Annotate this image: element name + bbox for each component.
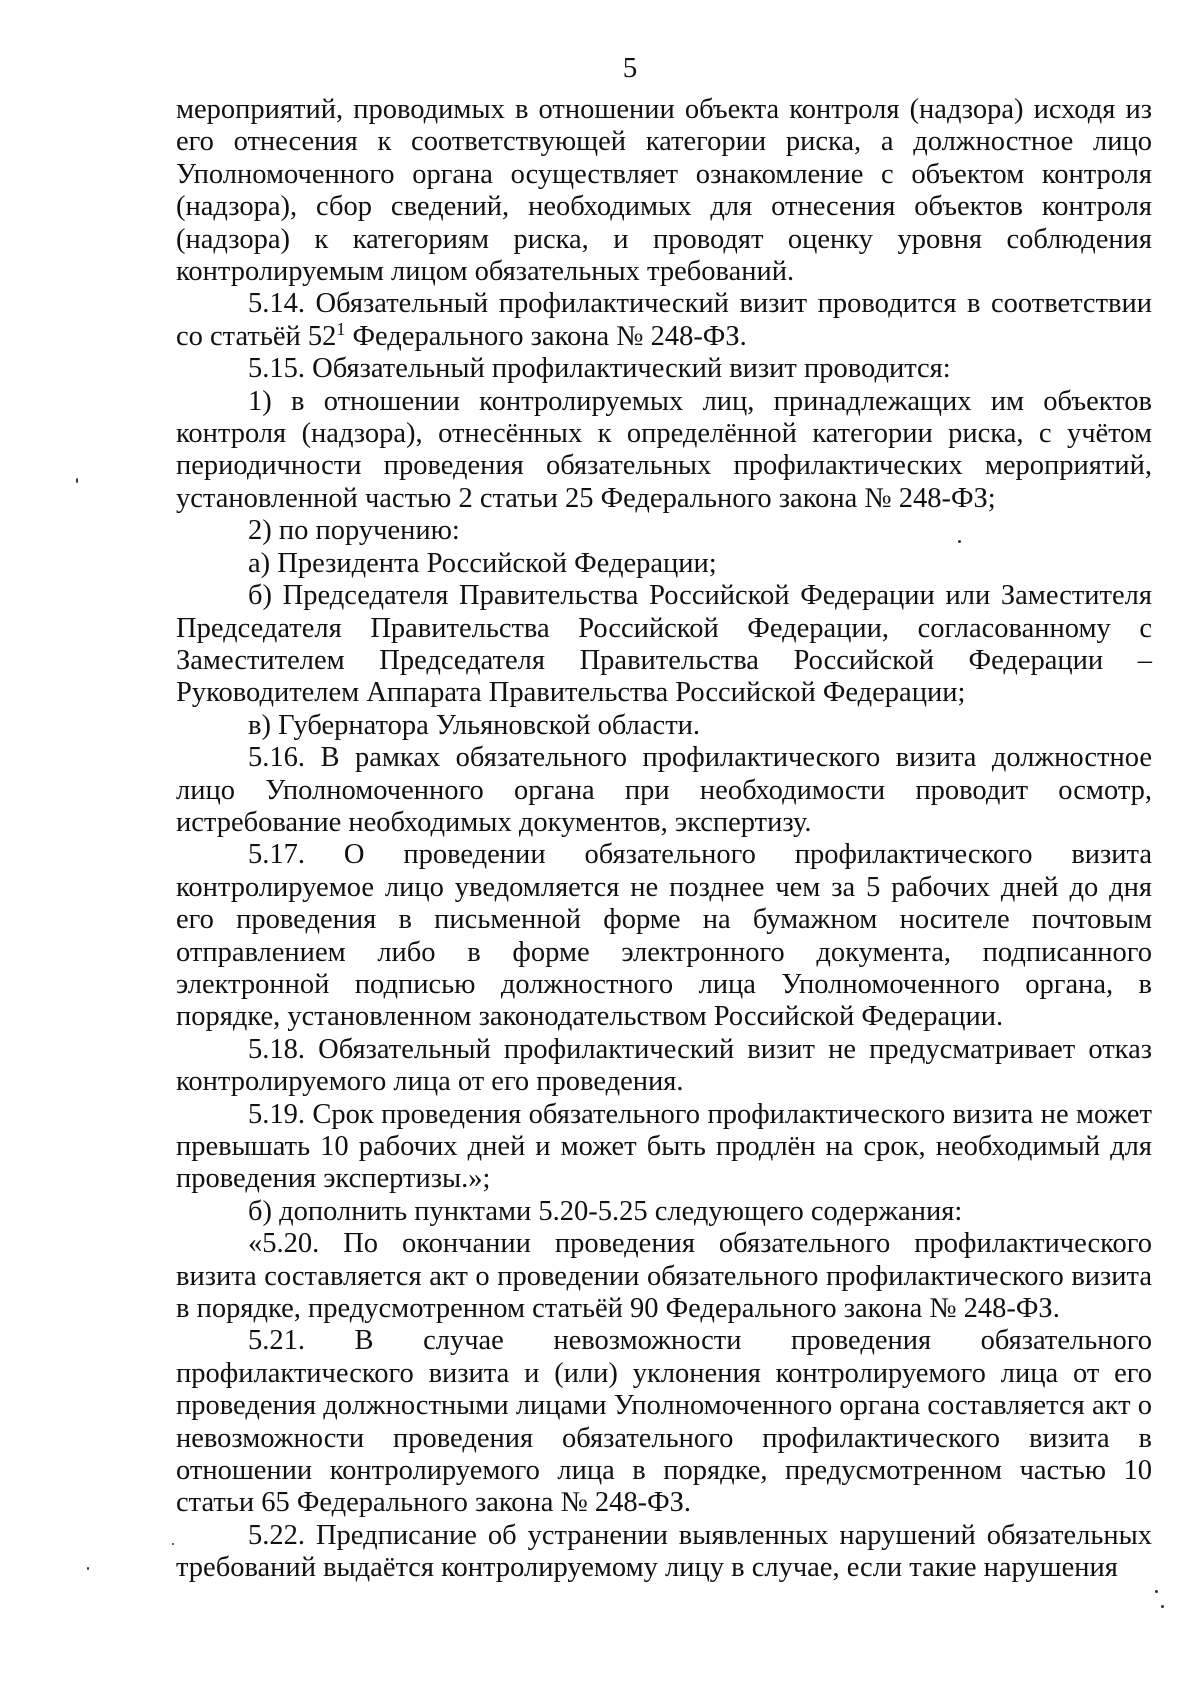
paragraph-5-17: 5.17. О проведении обязательного профилактического визита контролируемое лицо уведомляется не позднее чем за 5 рабочих дней до дня его проведения в письменной форме на бумажном носителе почтовым отправлением либо в форме электронного документа, подписанного электронной подписью должностного лица Уполномоченного органа, в порядке, установленном законодательством Российской Федерации. xyxy=(176,839,1152,1033)
list-item-1: 1) в отношении контролируемых лиц, принадлежащих им объектов контроля (надзора), отнесённых к определённой категории риска, с учётом периодичности проведения обязательных профилактических мероприятий, установленной частью 2 статьи 25 Федерального закона № 248-ФЗ; xyxy=(176,385,1152,514)
paragraph-5-20: «5.20. По окончании проведения обязательного профилактического визита составляется акт о проведении обязательного профилактического визита в порядке, предусмотренном статьёй 90 Федерального закона № 248-ФЗ. xyxy=(176,1228,1152,1325)
scan-speck xyxy=(76,478,78,483)
scan-speck xyxy=(87,1567,89,1570)
paragraph-continuation: мероприятий, проводимых в отношении объекта контроля (надзора) исходя из его отнесения к соответствующей категории риска, а должностное лицо Уполномоченного органа осуществляет ознакомление с объектом контроля (надзора), сбор сведений, необходимых для отнесения объектов контроля (надзора) к категориям риска, и проводят оценку уровня соблюдения контролируемым лицом обязательных требований. xyxy=(176,94,1152,288)
scan-speck xyxy=(1155,1590,1158,1593)
list-item-b: б) Председателя Правительства Российской Федерации или Заместителя Председателя Правительства Российской Федерации, согласованному с Заместителем Председателя Правительства Российской Федерации – Руководителем Аппарата Правительства Российской Федерации; xyxy=(176,580,1152,709)
paragraph-5-14 xyxy=(176,288,1152,353)
paragraph-5-15: 5.15. Обязательный профилактический визит проводится: xyxy=(248,353,951,385)
paragraph-5-16: 5.16. В рамках обязательного профилактического визита должностное лицо Уполномоченного органа при необходимости проводит осмотр, истребование необходимых документов, экспертизу. xyxy=(176,742,1152,838)
list-item-a: а) Президента Российской Федерации; xyxy=(248,547,717,579)
scan-speck xyxy=(1161,1605,1164,1608)
document-body xyxy=(176,94,1152,1585)
paragraph-5-21: 5.21. В случае невозможности проведения обязательного профилактического визита и (или) уклонения контролируемого лица от его проведения должностными лицами Уполномоченного органа составляется акт о невозможности проведения обязательного профилактического визита в отношении контролируемого лица в порядке, предусмотренном частью 10 статьи 65 Федерального закона № 248-ФЗ. xyxy=(176,1325,1152,1519)
page-number: 5 xyxy=(622,52,638,84)
article-superscript: 1 xyxy=(336,318,346,339)
paragraph-5-14-text-end: Федерального закона № 248-ФЗ. xyxy=(345,320,747,352)
paragraph-5-18: 5.18. Обязательный профилактический визит не предусматривает отказ контролируемого лица от его проведения. xyxy=(176,1033,1152,1098)
paragraph-5-19: 5.19. Срок проведения обязательного профилактического визита не может превышать 10 рабочих дней и может быть продлён на срок, необходимый для проведения экспертизы.»; xyxy=(176,1098,1152,1195)
paragraph-5-22: 5.22. Предписание об устранении выявленных нарушений обязательных требований выдаётся контролируемому лицу в случае, если такие нарушения xyxy=(176,1519,1152,1584)
amendment-b: б) дополнить пунктами 5.20-5.25 следующего содержания: xyxy=(248,1195,963,1227)
paragraph-5-14-text: 5.14. Обязательный профилактический визит проводится в соответствии со статьёй 52 xyxy=(176,288,1152,352)
scan-speck xyxy=(172,1543,174,1545)
list-item-2: 2) по поручению: xyxy=(248,515,460,547)
list-item-v: в) Губернатора Ульяновской области. xyxy=(248,709,701,741)
scan-speck xyxy=(958,540,961,543)
